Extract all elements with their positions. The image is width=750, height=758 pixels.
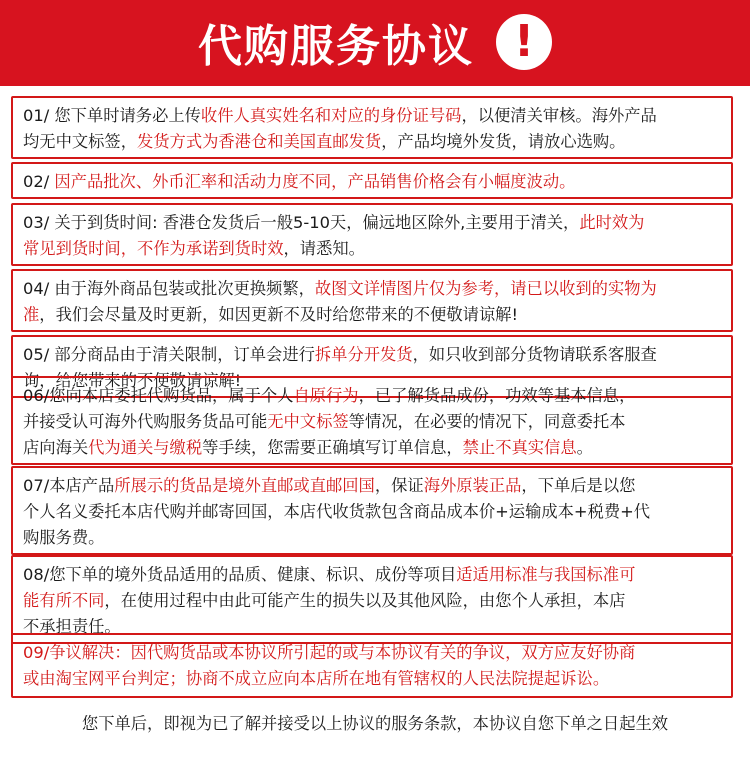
term-text: ，保证 xyxy=(374,476,424,495)
term-text: ，产品均境外发货，请放心选购。 xyxy=(381,132,626,151)
term-item-02 xyxy=(11,162,733,199)
term-highlight-text: 拆单分开发货 xyxy=(314,345,413,364)
term-text: 购服务费。 xyxy=(23,528,105,547)
term-text: 等情况，在必要的情况下，同意委托本 xyxy=(348,412,626,431)
term-line xyxy=(23,562,723,588)
term-highlight-text: 代为通关与缴税 xyxy=(88,438,203,457)
term-highlight-text: 能有所不同 xyxy=(23,591,105,610)
term-text: 店向海关 xyxy=(23,438,89,457)
term-text: ，下单后是以您 xyxy=(521,476,636,495)
term-text: 询，给您带来的不便敬请谅解! xyxy=(23,371,242,390)
term-text: ，已了解货品成份，功效等基本信息， xyxy=(358,386,636,405)
term-line xyxy=(23,210,723,236)
term-line xyxy=(23,169,723,195)
term-text: 04/ 由于海外商品包装或批次更换频繁， xyxy=(23,279,315,298)
term-highlight-text: 准 xyxy=(23,305,40,324)
term-text: 并接受认可海外代购服务货品可能 xyxy=(23,412,268,431)
term-text: 03/ 关于到货时间: 香港仓发货后一般5-10天，偏远地区除外,主要用于清关， xyxy=(23,213,580,232)
term-highlight-text: 或由淘宝网平台判定；协商不成立应向本店所在地有管辖权的人民法院提起诉讼。 xyxy=(23,669,610,688)
term-line xyxy=(23,103,723,129)
term-text: 等手续，您需要正确填写订单信息， xyxy=(202,438,463,457)
term-line xyxy=(23,129,723,155)
warning-icon-mark: ! xyxy=(513,16,535,67)
term-line xyxy=(23,409,723,435)
term-text: ，在使用过程中由此可能产生的损失以及其他风险，由您个人承担，本店 xyxy=(104,591,626,610)
term-text: 08/您下单的境外货品适用的品质、健康、标识、成份等项目 xyxy=(23,565,457,584)
term-item-01 xyxy=(11,96,733,159)
term-highlight-text: 09/争议解决：因代购货品或本协议所引起的或与本协议有关的争议，双方应友好协商 xyxy=(23,643,636,662)
term-highlight-text: 自原行为 xyxy=(293,386,359,405)
term-line xyxy=(23,640,723,666)
term-line xyxy=(23,342,723,368)
term-text: 个人名义委托本店代购并邮寄回国，本店代收货款包含商品成本价+运输成本+税费+代 xyxy=(23,502,651,521)
term-text: ，如只收到部分货物请联系客服查 xyxy=(412,345,657,364)
term-line xyxy=(23,666,723,692)
term-item-03 xyxy=(11,203,733,266)
term-line xyxy=(23,435,723,461)
term-highlight-text: 发货方式为香港仓和美国直邮发货 xyxy=(136,132,382,151)
term-item-08 xyxy=(11,555,733,644)
term-line xyxy=(23,473,723,499)
term-highlight-text: 禁止不真实信息 xyxy=(462,438,577,457)
term-text: ，请悉知。 xyxy=(283,239,365,258)
page-title: 代购服务协议 xyxy=(198,21,474,72)
term-highlight-text: 此时效为 xyxy=(579,213,645,232)
term-text: 06/您向本店委托代购货品，属于个人 xyxy=(23,386,294,405)
term-item-07 xyxy=(11,466,733,555)
term-text: 07/本店产品 xyxy=(23,476,115,495)
term-highlight-text: 常见到货时间，不作为承诺到货时效 xyxy=(23,239,284,258)
term-text: 01/ 您下单时请务必上传 xyxy=(23,106,201,125)
warning-icon xyxy=(496,14,552,70)
term-text: 均无中文标签， xyxy=(23,132,137,151)
term-line xyxy=(23,588,723,614)
term-text: 02/ xyxy=(23,172,55,191)
term-line xyxy=(23,236,723,262)
term-line xyxy=(23,499,723,525)
term-line xyxy=(23,383,723,409)
term-line xyxy=(23,276,723,302)
term-highlight-text: 故图文详情图片仅为参考，请已以收到的实物为 xyxy=(314,279,657,298)
term-line xyxy=(23,525,723,551)
term-highlight-text: 所展示的货品是境外直邮或直邮回国 xyxy=(114,476,375,495)
term-text: ，我们会尽量及时更新，如因更新不及时给您带来的不便敬请谅解! xyxy=(39,305,518,324)
term-item-06 xyxy=(11,376,733,465)
terms-panel xyxy=(0,86,750,758)
header-banner xyxy=(0,0,750,84)
term-text: 。 xyxy=(576,438,593,457)
term-item-04 xyxy=(11,269,733,332)
term-text: ，以便清关审核。海外产品 xyxy=(461,106,657,125)
term-highlight-text: 海外原装正品 xyxy=(423,476,522,495)
term-line xyxy=(23,302,723,328)
term-highlight-text: 收件人真实姓名和对应的身份证号码 xyxy=(200,106,462,125)
footer-note: 您下单后，即视为已了解并接受以上协议的服务条款，本协议自您下单之日起生效 xyxy=(81,714,669,733)
term-highlight-text: 无中文标签 xyxy=(267,412,349,431)
term-highlight-text: 因产品批次、外币汇率和活动力度不同，产品销售价格会有小幅度波动。 xyxy=(54,172,576,191)
term-highlight-text: 适适用标准与我国标准可 xyxy=(456,565,636,584)
term-item-09 xyxy=(11,633,733,698)
term-text: 不承担责任。 xyxy=(23,617,121,636)
term-text: 05/ 部分商品由于清关限制，订单会进行 xyxy=(23,345,315,364)
